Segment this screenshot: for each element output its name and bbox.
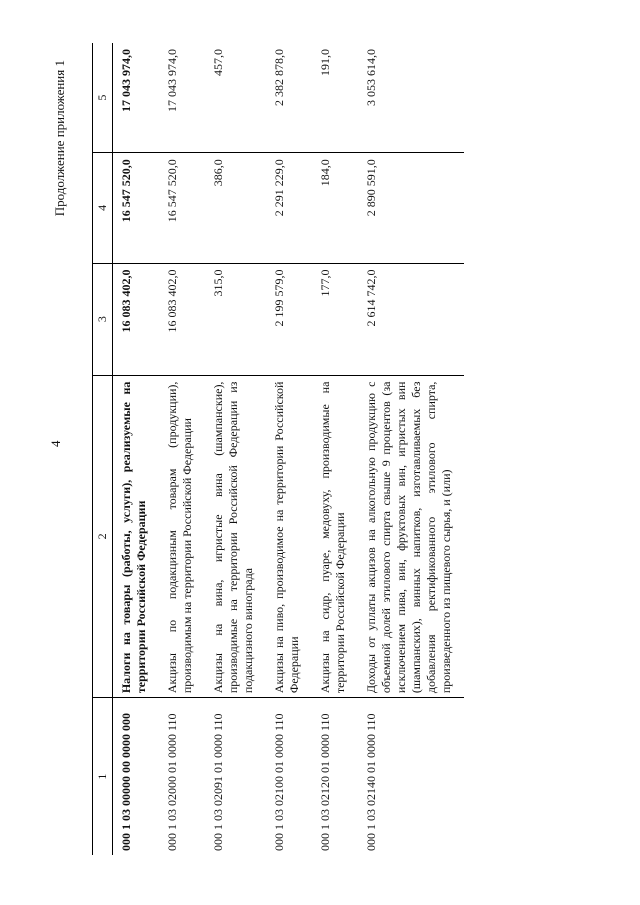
- continuation-label: Продолжение приложения 1: [52, 60, 67, 217]
- header-col-1: 1: [93, 698, 113, 855]
- budget-code: 000 1 03 00000 00 0000 000: [119, 713, 133, 851]
- value-col-5: 17 043 974,0: [159, 43, 205, 153]
- value-col-3: 16 083 402,0: [113, 263, 160, 375]
- table-row: [113, 43, 160, 855]
- value-col-5: 17 043 974,0: [113, 43, 160, 153]
- value-col-3: 177,0: [312, 263, 358, 375]
- header-col-5: 5: [93, 43, 113, 153]
- value-col-3: 2 614 742,0: [358, 263, 464, 375]
- table-row: [312, 43, 358, 855]
- income-name: Акцизы на пиво, производимое на территории Российской Федерации: [266, 375, 312, 698]
- value-col-5: 2 382 878,0: [266, 43, 312, 153]
- page-number: 4: [48, 440, 63, 447]
- value-col-4: 2 291 229,0: [266, 153, 312, 263]
- value-col-4: 184,0: [312, 153, 358, 263]
- revenue-table: [92, 43, 464, 855]
- budget-code: 000 1 03 02091 01 0000 110: [211, 713, 225, 851]
- header-col-3: 3: [93, 263, 113, 375]
- income-name: Акцизы по подакцизным товарам (продукции), производимым на территории Российской Федерации: [159, 375, 205, 698]
- value-col-4: 16 547 520,0: [113, 153, 160, 263]
- value-col-5: 3 053 614,0: [358, 43, 464, 153]
- income-name: Акцизы на сидр, пуаре, медовуху, производимые на территории Российской Федерации: [312, 375, 358, 698]
- budget-code: 000 1 03 02100 01 0000 110: [272, 713, 286, 851]
- budget-code: 000 1 03 02000 01 0000 110: [165, 713, 179, 851]
- income-name: Налоги на товары (работы, услуги), реализуемые на территории Российской Федерации: [113, 375, 160, 698]
- value-col-4: 386,0: [205, 153, 266, 263]
- value-col-5: 457,0: [205, 43, 266, 153]
- table-row: [159, 43, 205, 855]
- value-col-3: 2 199 579,0: [266, 263, 312, 375]
- header-row: [93, 43, 113, 855]
- table-row: [358, 43, 464, 855]
- table-row: [205, 43, 266, 855]
- budget-code: 000 1 03 02140 01 0000 110: [364, 713, 378, 851]
- value-col-4: 2 890 591,0: [358, 153, 464, 263]
- value-col-4: 16 547 520,0: [159, 153, 205, 263]
- income-name: Доходы от уплаты акцизов на алкогольную продукцию с объемной долей этилового спирта свыше 9 процентов (за исключением пива, вин, фруктовых вин, игристых вин (шампанских), винных напитков, изготавливаемых без добавления ректификованного этилового спирта, произведенного из пищевого сырья, и (или): [358, 375, 464, 698]
- header-col-2: 2: [93, 375, 113, 698]
- table-row: [266, 43, 312, 855]
- value-col-3: 16 083 402,0: [159, 263, 205, 375]
- budget-code: 000 1 03 02120 01 0000 110: [318, 713, 332, 851]
- income-name: Акцизы на вина, игристые вина (шампанские), производимые на территории Российской Федерации из подакцизного винограда: [205, 375, 266, 698]
- value-col-5: 191,0: [312, 43, 358, 153]
- value-col-3: 315,0: [205, 263, 266, 375]
- header-col-4: 4: [93, 153, 113, 263]
